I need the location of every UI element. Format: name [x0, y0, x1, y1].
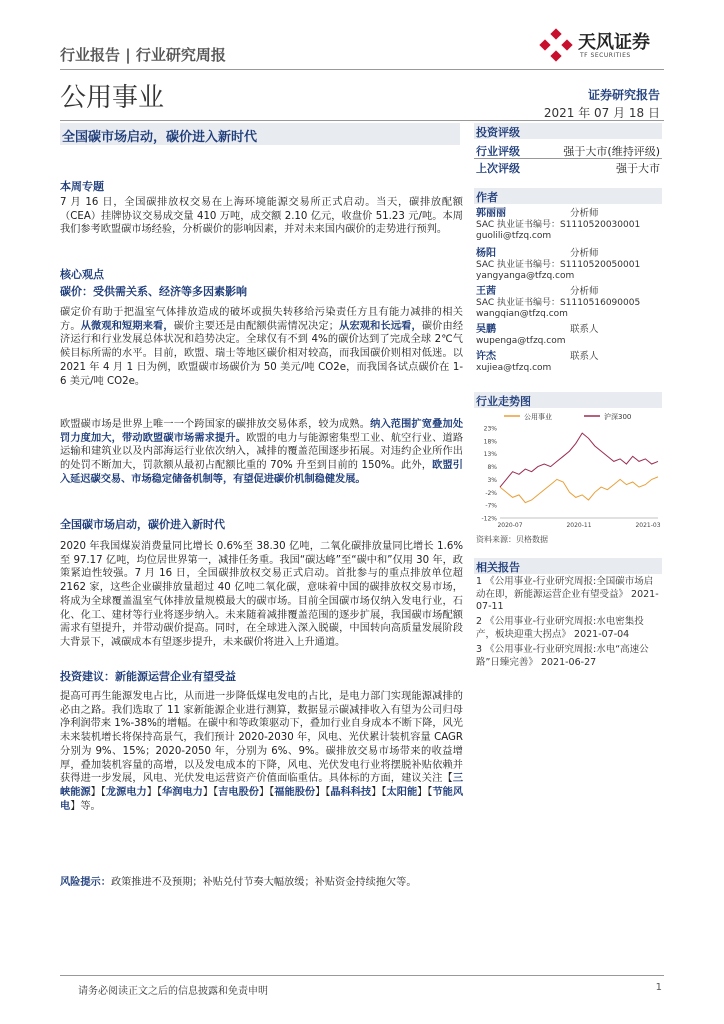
authors-head: 作者: [476, 191, 498, 204]
report-date: 2021 年 07 月 18 日: [543, 106, 660, 120]
author-card: 郭丽丽 分析师 SAC 执业证书编号：S1110520030001 guolili@tfzq.com: [476, 208, 641, 241]
headline: 全国碳市场启动，碳价进入新时代: [62, 130, 258, 145]
rating-divider: [474, 158, 662, 159]
author-card: 吴鹏 联系人 wupenga@tfzq.com: [476, 324, 599, 346]
paragraph-investment: 提高可再生能源发电占比，从而进一步降低煤电发电的占比，是电力部门实现能源减排的必由之路。我们选取了 11 家新能源企业进行测算，数据显示碳减排收入有望为公司归母净利润带来 1%-38%的增幅。在碳中和等政策驱动下，叠加行业自身成本不断下降，风光未来装机增长将保持高景气，我们预计 2020-2030 年，风电、光伏累计装机容量 CAGR 分别为 9%、15%；2020-2050 年，分别为 6%、9%。碳排放交易市场带来的收益增厚，叠加装机容量的高增，以及发电成本的下降，风电、光伏发电行业将摆脱补贴依赖并获得进一步发展，风电、光伏发电运营资产价值面临重估。具体标的方面，建议关注【三峡能源】【龙源电力】【华润电力】【吉电股份】【福能股份】【晶科科技】【太阳能】【节能风电】等。: [60, 691, 464, 812]
rating-row: 上次评级 强于大市: [476, 162, 660, 175]
logo-name: 天风证券: [578, 32, 650, 53]
section-heading-investment: 投资建议：新能源运营企业有望受益: [60, 670, 236, 683]
company-logo: [538, 28, 678, 68]
report-category: 行业报告 | 行业研究周报: [60, 46, 226, 64]
rating-head: 投资评级: [476, 126, 520, 139]
y-tick-label: -12%: [481, 515, 497, 523]
series-line: [500, 433, 658, 487]
authors-head-bar: [474, 188, 662, 204]
logo-mark-icon: [538, 28, 574, 64]
paragraph-eu-market: 欧盟碳市场是世界上唯一一个跨国家的碳排放交易体系，较为成熟。纳入范围扩宽叠加处罚力度加大，带动欧盟碳市场需求提升。欧盟的电力与能源密集型工业、航空行业、道路运输和建筑业以及内部海运行业依次纳入，减排的覆盖范围逐步拓展。对违约企业所作出的处罚不断加大，罚款额从最初占配额比重的 70% 升至到目前的 150%。此外，欧盟引入延迟碳交易、市场稳定储备机制等，有望促进碳价机制稳健发展。: [60, 419, 464, 485]
y-tick-label: 13%: [483, 451, 497, 459]
report-type: 证券研究报告: [587, 88, 660, 102]
y-tick-label: 3%: [487, 476, 497, 484]
y-tick-label: 23%: [483, 425, 497, 433]
footer-divider: [60, 975, 664, 976]
y-tick-label: -7%: [485, 502, 497, 510]
x-tick-label: 2020-07: [497, 522, 523, 529]
related-head: 相关报告: [476, 561, 520, 574]
section-heading-national: 全国碳市场启动，碳价进入新时代: [60, 518, 225, 531]
related-report-item[interactable]: 3 《公用事业-行业研究周报:水电“高速公路”日臻完善》 2021-06-27: [476, 644, 649, 668]
x-tick-label: 2020-11: [566, 522, 592, 529]
trend-head: 行业走势图: [476, 395, 531, 408]
author-card: 杨阳 分析师 SAC 执业证书编号：S1110520050001 yangyanga@tfzq.com: [476, 248, 641, 281]
section-heading-core: 核心观点: [60, 268, 104, 281]
page-number: 1: [655, 982, 662, 993]
logo-subtitle: TF SECURITIES: [580, 52, 631, 59]
legend-label: 沪深300: [604, 413, 632, 421]
subheading-carbon-price: 碳价：受供需关系、经济等多因素影响: [60, 285, 247, 298]
paragraph-weekly: 7 月 16 日，全国碳排放权交易在上海环境能源交易所正式启动。当天，碳排放配额（CEA）挂牌协议交易成交量 410 万吨，成交额 2.10 亿元，收盘价 51.23 元/吨。本周我们参考欧盟碳市场经验，分析碳价的影响因素，并对未来国内碳价的走势进行预判。: [60, 197, 463, 236]
related-report-item[interactable]: 1 《公用事业-行业研究周报:全国碳市场启动在即，新能源运营企业有望受益》 2021-07-11: [476, 576, 659, 612]
rating-row: 行业评级 强于大市(维持评级): [476, 145, 660, 158]
author-card: 许杰 联系人 xujiea@tfzq.com: [476, 351, 599, 373]
title-divider: [60, 120, 664, 121]
header-divider: [60, 69, 664, 70]
series-line: [500, 477, 658, 503]
paragraph-carbon-pricing: 碳定价有助于把温室气体排放造成的破坏或损失转移给污染责任方且有能力减排的相关方。从微观和短期来看，碳价主要还是由配额供需情况决定；从宏观和长远看，碳价由经济运行和行业发展总体状况和趋势决定。全球仅有不到 4%的碳价达到了完成全球 2℃气候目标所需的水平。目前，欧盟、瑞士等地区碳价相对较高，而我国碳价则相对低迷。以 2021 年 4 月 1 日为例，欧盟碳市场碳价为 50 美元/吨 CO2e，而我国各试点碳价在 1-6 美元/吨 CO2e。: [60, 307, 464, 387]
legend-label: 公用事业: [524, 413, 552, 421]
y-tick-label: 18%: [483, 438, 497, 446]
chart-source: 资料来源：贝格数据: [476, 535, 548, 544]
sector-title: 公用事业: [60, 83, 165, 113]
section-heading-weekly: 本周专题: [60, 180, 104, 193]
author-card: 王茜 分析师 SAC 执业证书编号：S1110516090005 wangqian@tfzq.com: [476, 286, 641, 319]
related-report-item[interactable]: 2 《公用事业-行业研究周报:水电密集投产，板块迎重大拐点》 2021-07-04: [476, 616, 644, 640]
y-tick-label: -2%: [485, 489, 497, 497]
industry-trend-chart: [474, 408, 662, 532]
y-tick-label: 8%: [487, 464, 497, 472]
disclaimer-text: 请务必阅读正文之后的信息披露和免责申明: [78, 986, 268, 997]
paragraph-national-market: 2020 年我国煤炭消费量同比增长 0.6%至 38.30 亿吨，二氧化碳排放量同比增长 1.6%至 97.17 亿吨，均位居世界第一，减排任务重。我国“碳达峰”至“碳中和”仅用 30 年，政策紧迫性较强。7 月 16 日，全国碳排放权交易正式启动。首批参与的重点排放单位超 2162 家，这些企业碳排放量超过 40 亿吨二氧化碳，意味着中国的碳排放权交易市场，将成为全球覆盖温室气体排放量规模最大的碳市场。目前全国碳市场仅纳入发电行业，石化、化工、建材等行业将逐步纳入。未来随着减排覆盖范围的逐步扩展，我国碳市场配额需求有望提升，并带动碳价提高。同时，在全球进入深入脱碳，中国转向高质量发展阶段大背景下，减碳成本有望逐步提升，未来碳价将进入上升通道。: [60, 541, 463, 648]
x-tick-label: 2021-03: [635, 522, 661, 529]
paragraph-risk: 风险提示：政策推进不及预期；补贴兑付节奏大幅放缓；补贴资金持续拖欠等。: [60, 877, 417, 888]
